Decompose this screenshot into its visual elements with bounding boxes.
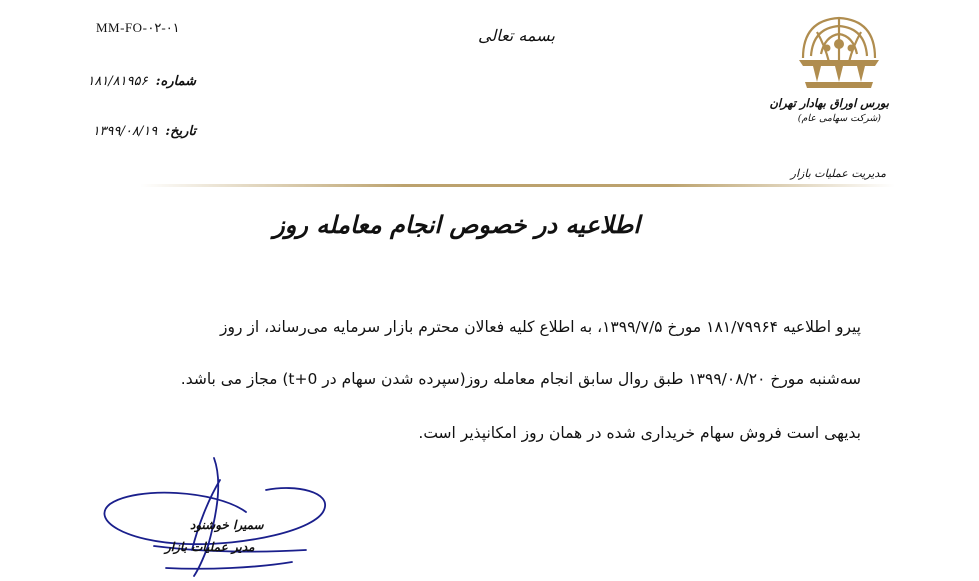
letter-date-label: تاریخ: xyxy=(165,124,196,139)
letter-number-label: شماره: xyxy=(155,74,196,89)
letter-number-value: ۱۸۱/۸۱۹۵۶ xyxy=(87,74,148,89)
form-code: MM-FO-۰۲-۰۱ xyxy=(96,20,180,35)
letter-date-row xyxy=(92,124,196,139)
letter-date-value: ۱۳۹۹/۰۸/۱۹ xyxy=(92,124,158,139)
handwritten-signature xyxy=(96,450,336,578)
signer-name: سمیرا خوشنود xyxy=(190,518,264,532)
organization-subtitle: (شرکت سهامی عام) xyxy=(797,113,881,124)
notice-body-line-2: سه‌شنبه مورخ ۱۳۹۹/۰۸/۲۰ طبق روال سابق انجام معامله روز(سپرده شدن سهام در t+0) مجاز می باشد. xyxy=(180,370,861,388)
organization-name: بورس اوراق بهادار تهران xyxy=(769,96,889,110)
notice-body-line-1: پیرو اطلاعیه ۱۸۱/۷۹۹۶۴ مورخ ۱۳۹۹/۷/۵، به اطلاع کلیه فعالان محترم بازار سرمایه می‌رساند، از روز xyxy=(219,318,861,336)
header-divider xyxy=(140,184,895,187)
letter-number-row xyxy=(87,74,196,89)
notice-body-line-3: بدیهی است فروش سهام خریداری شده در همان روز امکانپذیر است. xyxy=(418,424,861,442)
basmala: بسمه تعالی xyxy=(478,26,555,45)
signer-title: مدیر عملیات بازار xyxy=(165,540,255,554)
notice-title: اطلاعیه در خصوص انجام معامله روز xyxy=(273,210,640,239)
department-name: مدیریت عملیات بازار xyxy=(790,167,886,180)
tehran-stock-exchange-logo-icon xyxy=(795,12,883,90)
